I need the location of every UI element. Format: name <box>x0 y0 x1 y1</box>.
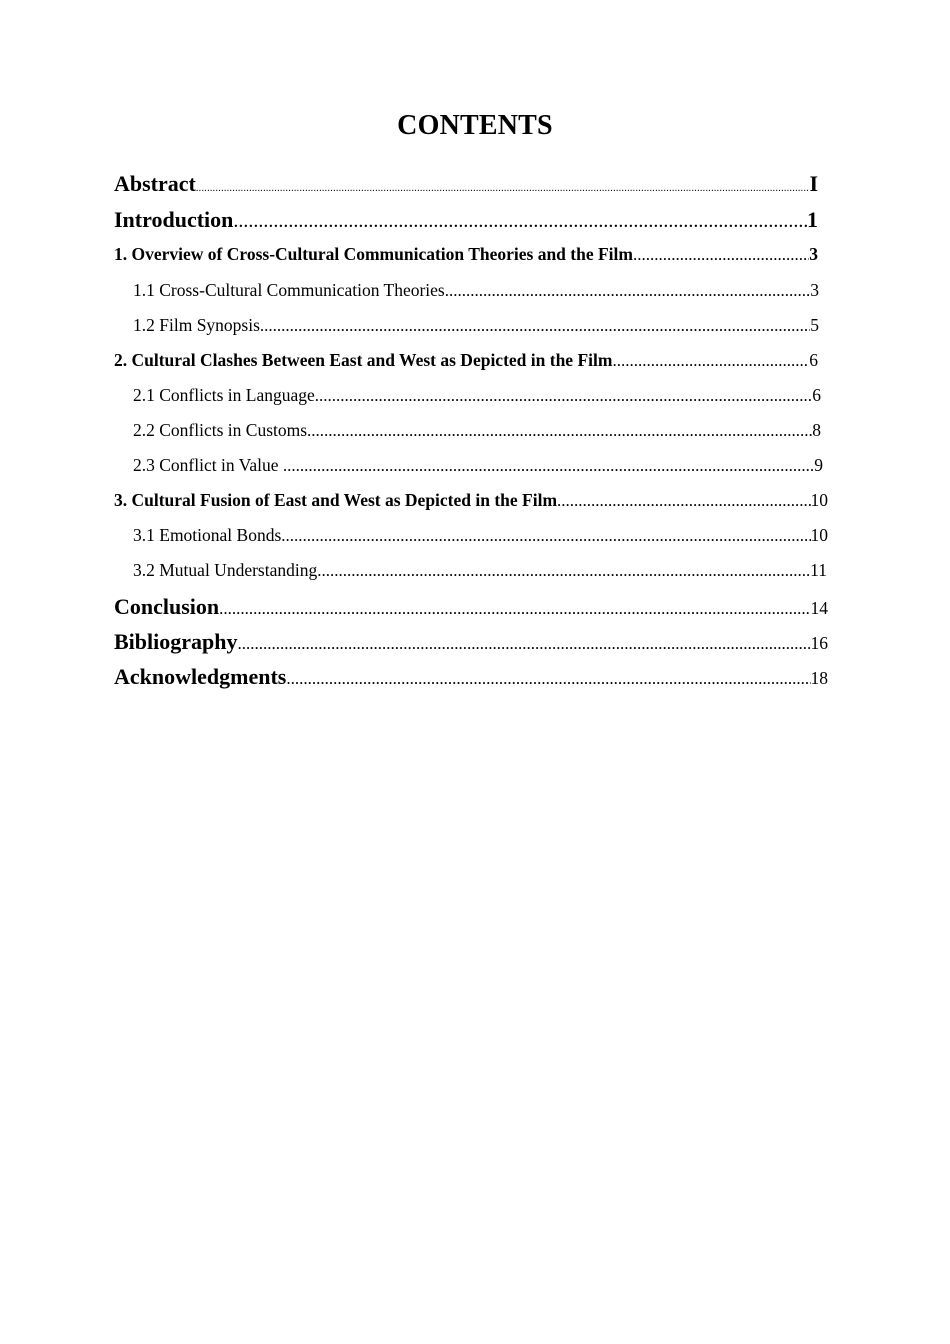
toc-page-number: I <box>809 171 818 196</box>
toc-entry-label: Introduction <box>114 207 234 232</box>
dot-leader <box>281 524 810 547</box>
toc-entry-label: 1.2 Film Synopsis <box>133 315 260 335</box>
toc-entry-label: Acknowledgments <box>114 664 287 689</box>
toc-entry-chapter-1[interactable] <box>114 242 818 266</box>
dot-leader <box>196 174 810 199</box>
toc-entry-conclusion[interactable] <box>114 592 828 622</box>
dot-leader <box>219 594 810 622</box>
toc-page-number: 10 <box>810 490 828 510</box>
dot-leader <box>286 664 810 692</box>
toc-entry-section-3-2[interactable] <box>133 558 827 582</box>
toc-entry-section-3-1[interactable] <box>133 523 828 547</box>
toc-entry-chapter-2[interactable] <box>114 348 818 372</box>
toc-page-number: 6 <box>809 350 818 370</box>
dot-leader <box>315 384 812 407</box>
toc-entry-label: 3. Cultural Fusion of East and West as Depicted in the Film <box>114 490 558 510</box>
toc-entry-section-1-2[interactable] <box>133 313 819 337</box>
toc-entry-introduction[interactable] <box>114 205 818 235</box>
toc-entry-label: 1.1 Cross-Cultural Communication Theories <box>133 280 445 300</box>
toc-page-number: 3 <box>809 244 818 264</box>
toc-entry-section-2-1[interactable] <box>133 383 821 407</box>
toc-entry-label: Bibliography <box>114 629 238 654</box>
dot-leader <box>307 419 812 442</box>
toc-page-number: 5 <box>810 315 819 335</box>
dot-leader <box>233 206 807 235</box>
dot-leader <box>317 559 810 582</box>
dot-leader <box>612 349 809 372</box>
toc-entry-label: 2.2 Conflicts in Customs <box>133 420 308 440</box>
toc-entry-bibliography[interactable] <box>114 627 828 657</box>
toc-entry-label: 2.3 Conflict in Value <box>133 455 283 475</box>
toc-entry-acknowledgments[interactable] <box>114 662 828 692</box>
toc-page-number: 9 <box>814 455 823 475</box>
toc-entry-label: 1. Overview of Cross-Cultural Communication Theories and the Film <box>114 244 633 264</box>
toc-page-number: 14 <box>810 598 828 618</box>
toc-entry-label: Abstract <box>114 171 196 196</box>
toc-entry-label: 2. Cultural Clashes Between East and West as Depicted in the Film <box>114 350 613 370</box>
toc-page-number: 6 <box>812 385 821 405</box>
toc-entry-section-2-2[interactable] <box>133 418 821 442</box>
toc-page-number: 18 <box>810 668 828 688</box>
dot-leader <box>557 489 810 512</box>
toc-title: CONTENTS <box>397 110 553 141</box>
dot-leader <box>260 314 810 337</box>
toc-entry-label: 3.2 Mutual Understanding <box>133 560 318 580</box>
toc-entry-section-2-3[interactable] <box>133 453 823 477</box>
toc-page-number: 8 <box>812 420 821 440</box>
toc-entry-chapter-3[interactable] <box>114 488 828 512</box>
dot-leader <box>445 279 811 302</box>
toc-page-number: 10 <box>810 525 828 545</box>
toc-entry-label: 2.1 Conflicts in Language <box>133 385 315 405</box>
dot-leader <box>237 629 810 657</box>
toc-entry-label: Conclusion <box>114 594 220 619</box>
dot-leader <box>283 454 814 477</box>
dot-leader <box>633 243 809 266</box>
toc-page-number: 3 <box>810 280 819 300</box>
toc-page-number: 16 <box>810 633 828 653</box>
toc-entry-section-1-1[interactable] <box>133 278 819 302</box>
toc-page-number: 11 <box>810 560 827 580</box>
toc-entry-label: 3.1 Emotional Bonds <box>133 525 282 545</box>
toc-page-number: 1 <box>807 207 818 232</box>
toc-entry-abstract[interactable] <box>114 169 818 199</box>
